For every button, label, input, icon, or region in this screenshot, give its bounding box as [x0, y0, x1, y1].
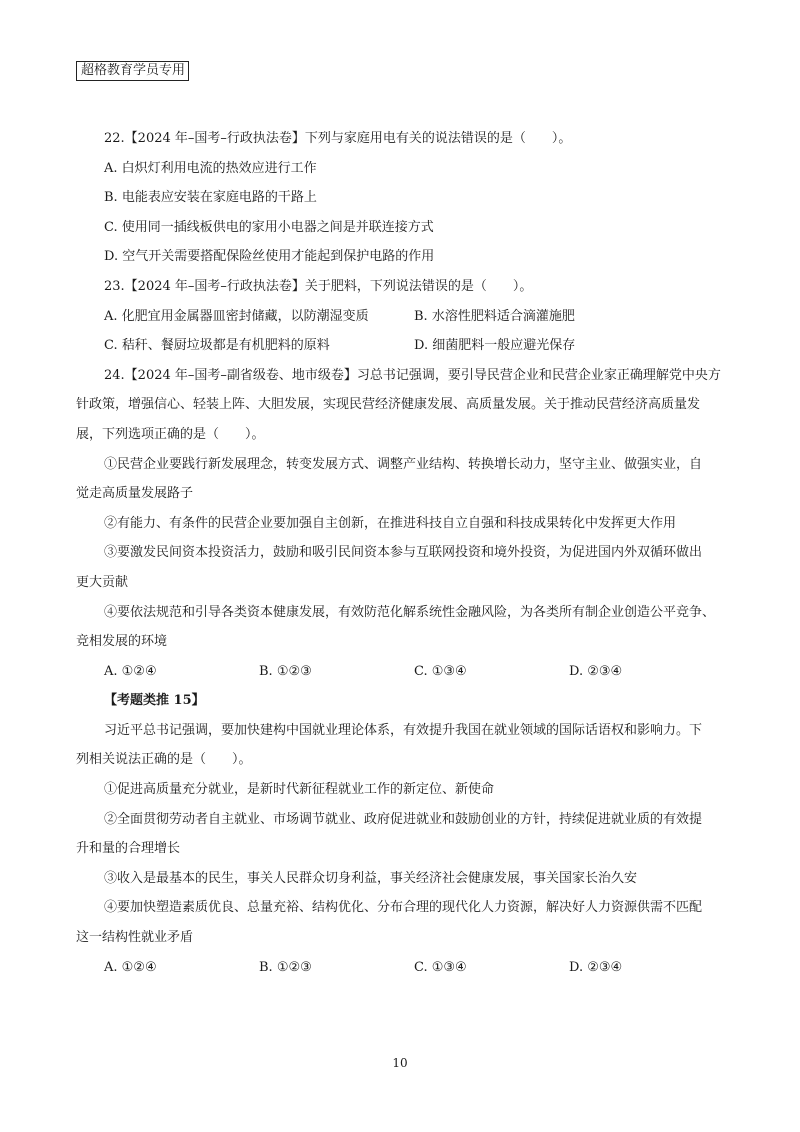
option-c: C. ①③④ — [414, 959, 467, 975]
option-a: A. ①②④ — [104, 959, 157, 975]
option-a: A. 白炽灯利用电流的热效应进行工作 — [104, 160, 317, 176]
option-d: D. ②③④ — [569, 663, 623, 679]
statement-4-cont: 这一结构性就业矛盾 — [76, 930, 194, 946]
question-stem-line: 针政策，增强信心、轻装上阵、大胆发展，实现民营经济健康发展、高质量发展。关于推动民营经济高质量发 — [76, 397, 701, 413]
option-c: C. ①③④ — [414, 663, 467, 679]
option-b: B. 电能表应安装在家庭电路的干路上 — [104, 190, 317, 206]
question-stem-line: 列相关说法正确的是（ ）。 — [76, 752, 252, 768]
option-b: B. 水溶性肥料适合滴灌施肥 — [414, 308, 575, 324]
page-content — [76, 124, 724, 982]
option-d: D. ②③④ — [569, 959, 623, 975]
option-d: D. 空气开关需要搭配保险丝使用才能起到保护电路的作用 — [104, 249, 435, 265]
option-c: C. 使用同一插线板供电的家用小电器之间是并联连接方式 — [104, 219, 434, 235]
option-b: B. ①②③ — [259, 663, 312, 679]
question-23 — [104, 272, 724, 361]
options-row — [104, 331, 724, 361]
options-row — [104, 302, 724, 332]
question-stem: 22.【2024 年–国考–行政执法卷】下列与家庭用电有关的说法错误的是（ ）。 — [104, 131, 572, 146]
option-c: C. 秸秆、餐厨垃圾都是有机肥料的原料 — [104, 338, 330, 354]
statement-4: ④要依法规范和引导各类资本健康发展，有效防范化解系统性金融风险，为各类所有制企业创造公平竞争、 — [104, 604, 716, 620]
options-row — [104, 657, 724, 687]
option-a: A. ①②④ — [104, 663, 157, 679]
option-d: D. 细菌肥料一般应避光保存 — [414, 338, 576, 354]
statement-2: ②有能力、有条件的民营企业要加强自主创新，在推进科技自立自强和科技成果转化中发挥更大作用 — [104, 515, 677, 531]
statement-3: ③要激发民间资本投资活力，鼓励和吸引民间资本参与互联网投资和境外投资，为促进国内外双循环做出 — [104, 545, 703, 561]
statement-2: ②全面贯彻劳动者自主就业、市场调节就业、政府促进就业和鼓励创业的方针，持续促进就业质的有效提 — [104, 811, 703, 827]
statement-1-cont: 觉走高质量发展路子 — [76, 486, 194, 502]
statement-1: ①促进高质量充分就业，是新时代新征程就业工作的新定位、新使命 — [104, 782, 495, 798]
question-stem-line: 习近平总书记强调，要加快建构中国就业理论体系，有效提升我国在就业领域的国际话语权和影响力。下 — [104, 722, 703, 738]
section-title: 【考题类推 15】 — [104, 693, 205, 709]
options-row — [104, 953, 724, 983]
statement-2-cont: 升和量的合理增长 — [76, 841, 181, 857]
question-stem-line: 24.【2024 年–国考–副省级卷、地市级卷】习总书记强调，要引导民营企业和民营企业家正确理解党中央方 — [104, 367, 721, 383]
statement-4-cont: 竞相发展的环境 — [76, 634, 168, 650]
option-b: B. ①②③ — [259, 959, 312, 975]
question-stem-line: 展，下列选项正确的是（ ）。 — [76, 426, 265, 442]
statement-3: ③收入是最基本的民生，事关人民群众切身利益，事关经济社会健康发展，事关国家长治久安 — [104, 870, 638, 886]
statement-4: ④要加快塑造素质优良、总量充裕、结构优化、分布合理的现代化人力资源，解决好人力资源供需不匹配 — [104, 900, 703, 916]
option-a: A. 化肥宜用金属器皿密封储藏，以防潮湿变质 — [104, 308, 369, 324]
student-only-tag: 超格教育学员专用 — [76, 61, 189, 81]
question-stem: 23.【2024 年–国考–行政执法卷】关于肥料，下列说法错误的是（ ）。 — [104, 278, 533, 294]
question-24 — [76, 361, 724, 687]
analog-question-15 — [76, 686, 724, 982]
statement-1: ①民营企业要践行新发展理念，转变发展方式、调整产业结构、转换增长动力，坚守主业、做强实业，自 — [104, 456, 703, 472]
page-number: 10 — [392, 1056, 408, 1070]
question-22 — [104, 124, 724, 272]
statement-3-cont: 更大贡献 — [76, 574, 129, 590]
